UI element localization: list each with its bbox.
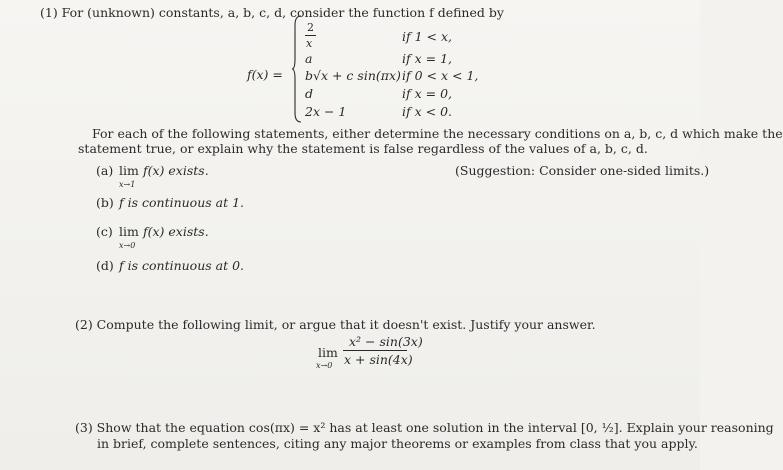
part-b-text: f is continuous at 1.	[119, 195, 245, 210]
instructions-line2: statement true, or explain why the statement is false regardless of the values of a, b, c, d.	[78, 141, 648, 156]
part-a-lim-subscript: x→1	[119, 180, 136, 189]
part-a-label: (a)	[96, 163, 114, 178]
case1-condition: if 1 < x,	[402, 29, 452, 44]
problem2-lim-subscript: x→0	[316, 361, 333, 370]
case4-expression: d	[305, 86, 314, 101]
problem3-line1: (3) Show that the equation cos(πx) = x² has at least one solution in the interval [0, ½]. Explain your reasoning	[75, 420, 774, 435]
part-b-label: (b)	[96, 195, 114, 210]
case1-denominator: x	[306, 37, 313, 50]
case3-expression: b√x + c sin(πx)	[305, 68, 401, 83]
problem1-intro: (1) For (unknown) constants, a, b, c, d, consider the function f defined by	[40, 5, 504, 20]
problem2-fraction-bar	[343, 350, 407, 351]
problem2-text: (2) Compute the following limit, or argue that it doesn't exist. Justify your answer.	[75, 317, 596, 332]
part-c-lim-subscript: x→0	[119, 241, 136, 250]
part-c-text: f(x) exists.	[143, 224, 209, 239]
part-a-text: f(x) exists.	[143, 163, 209, 178]
function-label: f(x) =	[247, 67, 283, 82]
case5-condition: if x < 0.	[402, 104, 452, 119]
part-a-lim: lim	[119, 163, 139, 178]
problem2-lim: lim	[318, 345, 338, 360]
problem3-line2: in brief, complete sentences, citing any major theorems or examples from class that you apply.	[97, 436, 698, 451]
case1-numerator: 2	[307, 21, 314, 34]
instructions-line1: For each of the following statements, either determine the necessary conditions on a, b, c, d which make the	[92, 126, 783, 141]
case2-expression: a	[305, 51, 313, 66]
part-c-lim: lim	[119, 224, 139, 239]
part-d-label: (d)	[96, 258, 114, 273]
piecewise-brace	[292, 15, 302, 123]
case2-condition: if x = 1,	[402, 51, 452, 66]
suggestion-note: (Suggestion: Consider one-sided limits.)	[455, 163, 710, 178]
part-c-label: (c)	[96, 224, 113, 239]
case3-condition: if 0 < x < 1,	[402, 68, 479, 83]
case4-condition: if x = 0,	[402, 86, 452, 101]
problem2-denominator: x + sin(4x)	[344, 352, 413, 367]
case5-expression: 2x − 1	[305, 104, 347, 119]
part-d-text: f is continuous at 0.	[119, 258, 245, 273]
problem2-numerator: x² − sin(3x)	[349, 334, 423, 349]
